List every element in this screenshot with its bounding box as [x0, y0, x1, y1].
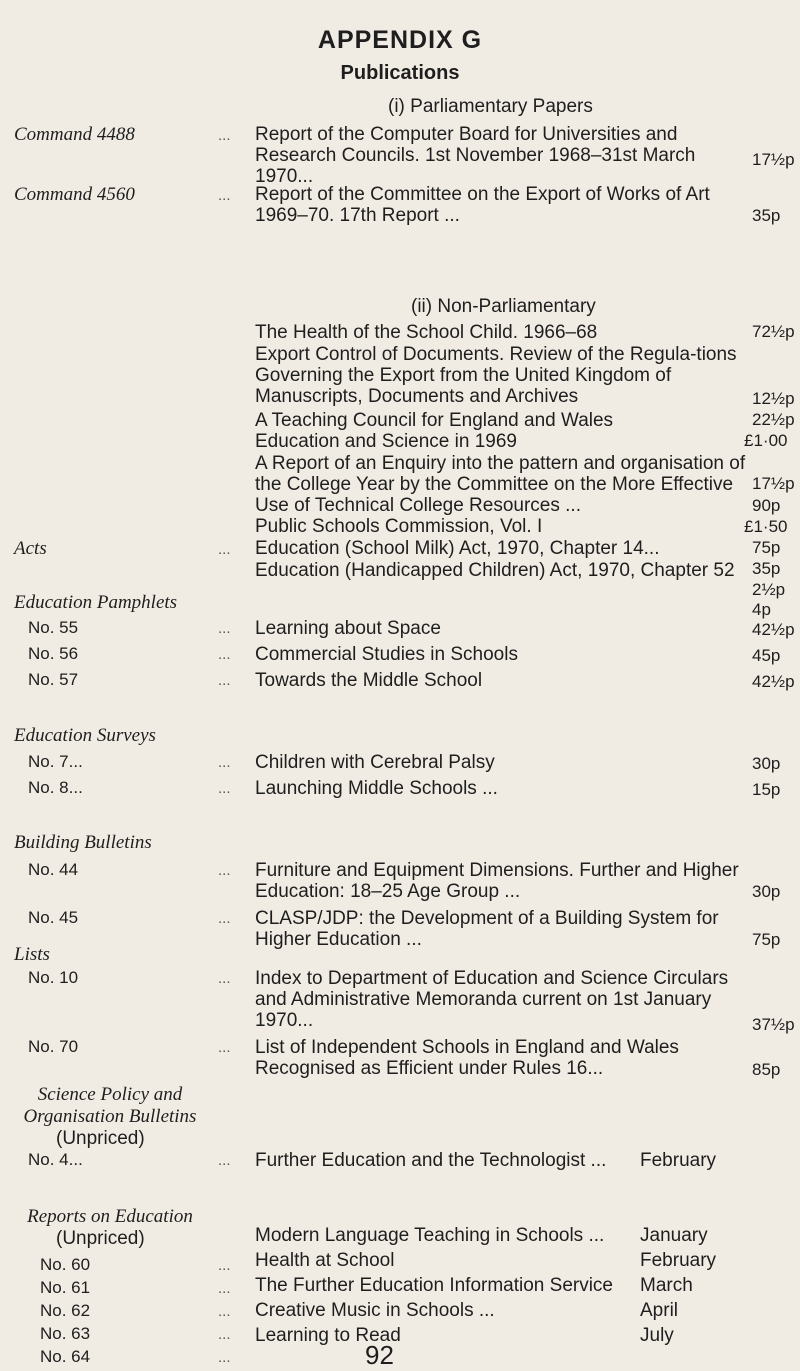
leader-dots: ... — [218, 1280, 231, 1297]
price: 37½p — [752, 1015, 795, 1034]
entry-index-circulars: Index to Department of Education and Science Circulars and Administrative Memoranda current on 1st January 1970... — [255, 968, 729, 1031]
price: 22½p — [752, 410, 795, 429]
entry-education-science-1969: Education and Science in 1969 — [255, 431, 517, 452]
entry-modern-language: Modern Language Teaching in Schools ... — [255, 1225, 605, 1246]
appendix-heading: APPENDIX G — [317, 26, 483, 54]
leader-dots: ... — [218, 672, 231, 689]
ref-no-10: No. 10 — [28, 968, 79, 987]
entry-launching-middle-schools: Launching Middle Schools ... — [255, 778, 498, 799]
leader-dots: ... — [218, 620, 231, 637]
leader-dots: ... — [218, 1349, 231, 1366]
category-science-policy-line2: Organisation Bulletins — [23, 1106, 197, 1127]
price: £1·00 — [744, 431, 788, 450]
entry-handicapped-children-act: Education (Handicapped Children) Act, 1970, Chapter 52 — [255, 560, 735, 581]
entry-fe-information-service: The Further Education Information Service — [255, 1275, 614, 1296]
ref-no-56: No. 56 — [28, 644, 79, 663]
entry-learning-to-read: Learning to Read — [255, 1325, 401, 1346]
entry-commercial-studies: Commercial Studies in Schools — [255, 644, 518, 665]
month: January — [640, 1225, 708, 1246]
price: 2½p — [752, 580, 786, 599]
entry-school-milk-act: Education (School Milk) Act, 1970, Chapter 14... — [255, 538, 660, 559]
category-command-4488: Command 4488 — [14, 124, 135, 145]
ref-no-63: No. 63 — [40, 1324, 91, 1343]
leader-dots: ... — [218, 187, 231, 204]
entry-public-schools-vol1: Public Schools Commission, Vol. I — [255, 516, 543, 537]
category-lists: Lists — [14, 944, 50, 965]
publications-heading: Publications — [340, 62, 460, 84]
entry-towards-middle-school: Towards the Middle School — [255, 670, 483, 691]
category-education-surveys: Education Surveys — [14, 725, 156, 746]
leader-dots: ... — [218, 127, 231, 144]
ref-no-61: No. 61 — [40, 1278, 91, 1297]
month: March — [640, 1275, 693, 1296]
category-education-pamphlets: Education Pamphlets — [14, 592, 178, 613]
entry-computer-board-report: Report of the Computer Board for Universities and Research Councils. 1st November 1968–31st March 1970... — [255, 124, 696, 187]
ref-no-7: No. 7... — [28, 752, 83, 771]
price: 42½p — [752, 620, 795, 639]
price: 15p — [752, 780, 781, 799]
parliamentary-heading: (i) Parliamentary Papers — [388, 96, 593, 117]
entry-export-works-of-art: Report of the Committee on the Export of Works of Art 1969–70. 17th Report ... — [255, 184, 710, 226]
month: April — [640, 1300, 679, 1321]
ref-no-64: No. 64 — [40, 1347, 91, 1366]
ref-no-62: No. 62 — [40, 1301, 91, 1320]
leader-dots: ... — [218, 970, 231, 987]
price: 72½p — [752, 322, 795, 341]
leader-dots: ... — [218, 754, 231, 771]
price: 42½p — [752, 672, 795, 691]
entry-teaching-council: A Teaching Council for England and Wales — [255, 410, 614, 431]
price: 35p — [752, 206, 781, 225]
price: 17½p — [752, 150, 795, 169]
price: 90p — [752, 496, 781, 515]
ref-no-60: No. 60 — [40, 1255, 91, 1274]
price: 17½p — [752, 474, 795, 493]
price: 75p — [752, 930, 781, 949]
entry-learning-about-space: Learning about Space — [255, 618, 441, 639]
entry-clasp-jdp: CLASP/JDP: the Development of a Building System for Higher Education ... — [255, 908, 719, 950]
price: 45p — [752, 646, 781, 665]
leader-dots: ... — [218, 1039, 231, 1056]
ref-no-8: No. 8... — [28, 778, 83, 797]
month: February — [640, 1250, 717, 1271]
category-reports-on-education: Reports on Education — [27, 1206, 193, 1227]
leader-dots: ... — [218, 910, 231, 927]
category-science-policy-line1: Science Policy and — [37, 1084, 183, 1105]
price: £1·50 — [744, 517, 788, 536]
entry-creative-music: Creative Music in Schools ... — [255, 1300, 495, 1321]
category-building-bulletins: Building Bulletins — [14, 832, 152, 853]
ref-no-45: No. 45 — [28, 908, 79, 927]
leader-dots: ... — [218, 646, 231, 663]
leader-dots: ... — [218, 1257, 231, 1274]
leader-dots: ... — [218, 1152, 231, 1169]
leader-dots: ... — [218, 780, 231, 797]
price: 12½p — [752, 389, 795, 408]
category-reports-unpriced: (Unpriced) — [56, 1228, 145, 1249]
price: 30p — [752, 882, 781, 901]
entry-college-year-enquiry: A Report of an Enquiry into the pattern and organisation of the College Year by the Committee on the More Effective Use of Technical College Resources ... — [255, 453, 746, 516]
entry-cerebral-palsy: Children with Cerebral Palsy — [255, 752, 495, 773]
price: 30p — [752, 754, 781, 773]
ref-no-57: No. 57 — [28, 670, 79, 689]
entry-independent-schools: List of Independent Schools in England and Wales Recognised as Efficient under Rules 16... — [255, 1037, 679, 1079]
leader-dots: ... — [218, 1326, 231, 1343]
month: July — [640, 1325, 674, 1346]
ref-no-4: No. 4... — [28, 1150, 83, 1169]
ref-no-44: No. 44 — [28, 860, 79, 879]
ref-no-70: No. 70 — [28, 1037, 79, 1056]
leader-dots: ... — [218, 862, 231, 879]
category-science-policy-unpriced: (Unpriced) — [56, 1128, 145, 1149]
price: 35p — [752, 559, 781, 578]
non-parliamentary-heading: (ii) Non-Parliamentary — [411, 296, 596, 317]
entry-export-control-documents: Export Control of Documents. Review of the Regula-tions Governing the Export from the United Kingdom of Manuscripts, Documents and Archives — [255, 344, 737, 407]
price: 4p — [752, 600, 771, 619]
price: 75p — [752, 538, 781, 557]
entry-furniture-equipment: Furniture and Equipment Dimensions. Further and Higher Education: 18–25 Age Group ... — [255, 860, 739, 902]
leader-dots: ... — [218, 1303, 231, 1320]
month: February — [640, 1150, 717, 1171]
ref-no-55: No. 55 — [28, 618, 79, 637]
price: 85p — [752, 1060, 781, 1079]
category-command-4560: Command 4560 — [14, 184, 135, 205]
category-acts: Acts — [14, 538, 47, 559]
entry-health-at-school: Health at School — [255, 1250, 395, 1271]
page-number: 92 — [365, 1340, 394, 1370]
entry-further-education-technologist: Further Education and the Technologist ... — [255, 1150, 607, 1171]
leader-dots: ... — [218, 541, 231, 558]
entry-health-school-child: The Health of the School Child. 1966–68 — [255, 322, 598, 343]
